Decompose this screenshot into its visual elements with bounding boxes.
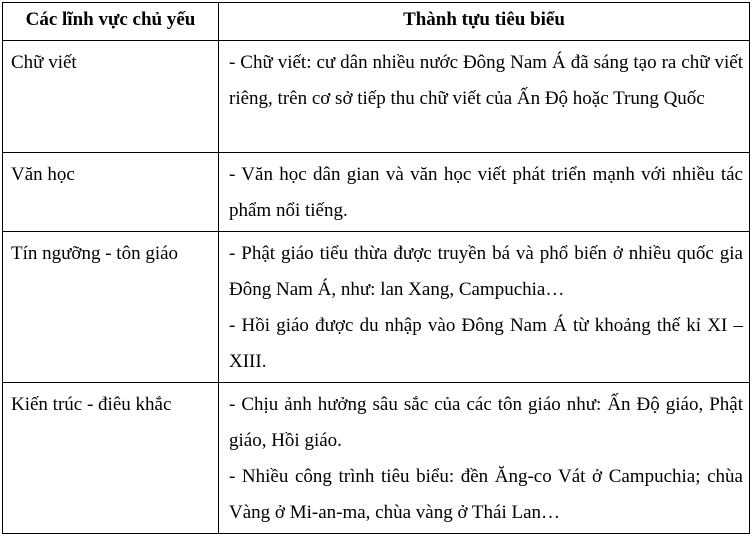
- achievement-cell: [219, 232, 750, 383]
- achievement-cell: [219, 383, 750, 534]
- achievement-text: - Phật giáo tiểu thừa được truyền bá và phổ biến ở nhiều quốc gia Đông Nam Á, như: lan Xang, Campuchia…: [229, 243, 743, 300]
- field-cell: Tín ngưỡng - tôn giáo: [3, 232, 219, 383]
- field-cell: Kiến trúc - điêu khắc: [3, 383, 219, 534]
- achievement-text: - Văn học dân gian và văn học viết phát triển mạnh với nhiều tác phẩm nổi tiếng.: [229, 164, 743, 221]
- culture-achievements-table: [2, 2, 750, 534]
- header-field: Các lĩnh vực chủ yếu: [3, 3, 219, 41]
- field-cell: Văn học: [3, 153, 219, 232]
- achievement-cell: [219, 41, 750, 153]
- table-row: [3, 383, 750, 534]
- achievement-text: - Hồi giáo được du nhập vào Đông Nam Á từ khoảng thế kỉ XI – XIII.: [229, 315, 743, 372]
- table-row: [3, 41, 750, 153]
- achievement-text: - Chịu ảnh hưởng sâu sắc của các tôn giáo như: Ấn Độ giáo, Phật giáo, Hồi giáo.: [229, 394, 743, 451]
- field-cell: Chữ viết: [3, 41, 219, 153]
- achievement-text: - Chữ viết: cư dân nhiều nước Đông Nam Á đã sáng tạo ra chữ viết riêng, trên cơ sở tiếp thu chữ viết của Ấn Độ hoặc Trung Quốc: [229, 52, 743, 109]
- achievement-text: - Nhiều công trình tiêu biểu: đền Ăng-co Vát ở Campuchia; chùa Vàng ở Mi-an-ma, chùa vàng ở Thái Lan…: [229, 466, 743, 523]
- header-row: [3, 3, 750, 41]
- table-row: [3, 153, 750, 232]
- header-achievements: Thành tựu tiêu biểu: [219, 3, 750, 41]
- table-row: [3, 232, 750, 383]
- achievement-cell: [219, 153, 750, 232]
